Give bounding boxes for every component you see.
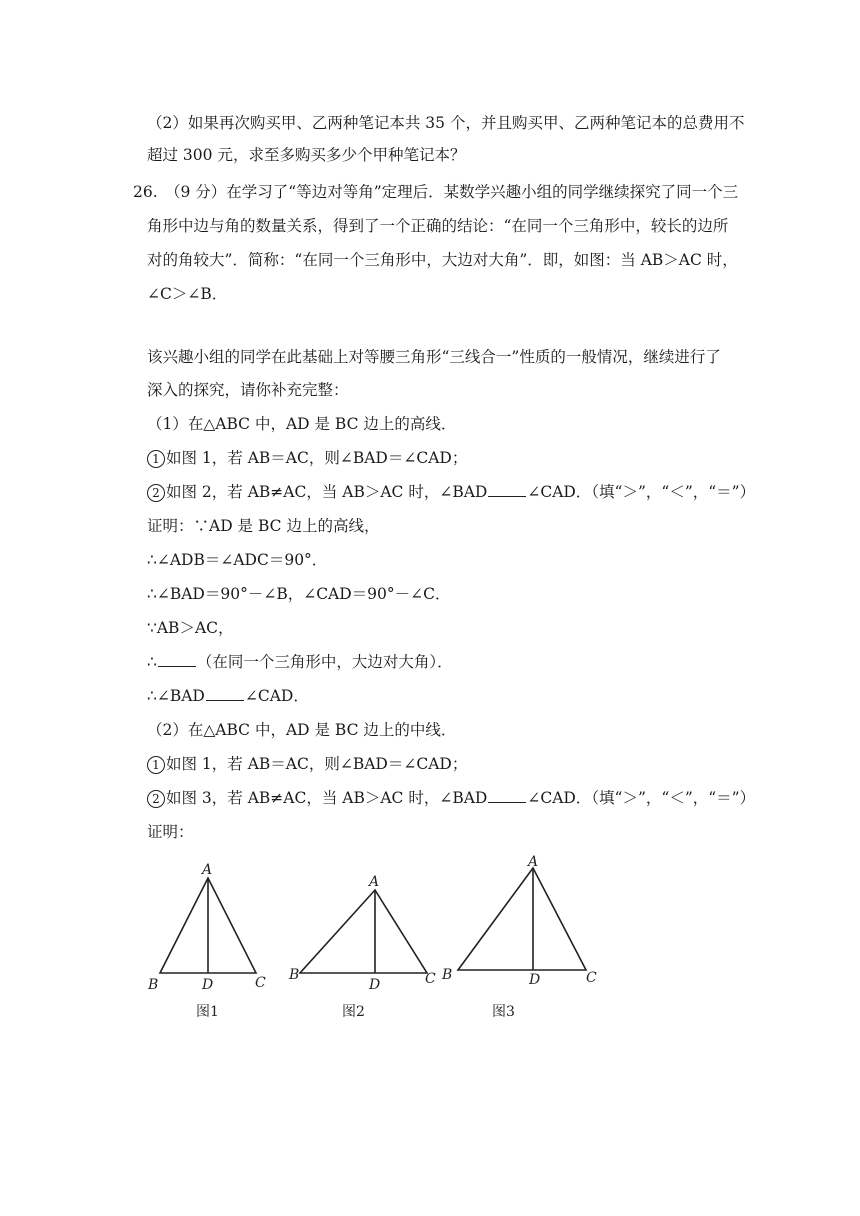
- p1-item2-text-a: 如图 2，若 AB≠AC，当 AB＞AC 时，∠BAD: [166, 483, 488, 501]
- figure3-label-a: A: [528, 854, 539, 870]
- part2-heading: （2）在△ABC 中，AD 是 BC 边上的中线．: [147, 721, 457, 739]
- p2-item2-text-b: ∠CAD．（填“＞”，“＜”，“＝”）: [527, 789, 756, 807]
- answer-blank[interactable]: [488, 482, 526, 497]
- question-number: 26.: [133, 183, 158, 201]
- answer-blank[interactable]: [158, 652, 196, 667]
- figure1-caption: 图1: [196, 1004, 219, 1020]
- answer-blank[interactable]: [206, 686, 244, 701]
- figure3-triangle: [458, 868, 586, 970]
- circled-number-1: 1: [147, 756, 165, 774]
- proof2-label: 证明：: [147, 823, 194, 841]
- figure1-label-b: B: [148, 977, 159, 993]
- figure3-caption: 图3: [492, 1004, 515, 1020]
- figure1-label-d: D: [202, 977, 214, 993]
- figure2-triangle: [300, 890, 427, 973]
- q26-intro-line4: ∠C＞∠B．: [147, 285, 228, 303]
- figure2-label-b: B: [289, 967, 300, 983]
- q25-part2-line1: （2）如果再次购买甲、乙两种笔记本共 35 个，并且购买甲、乙两种笔记本的总费用不: [147, 114, 745, 132]
- proof-step-1: ∴∠ADB＝∠ADC＝90°．: [147, 551, 328, 569]
- figure3-label-b: B: [442, 967, 453, 983]
- figure2-label-a: A: [369, 874, 380, 890]
- proof-step-4-b: （在同一个三角形中，大边对大角）．: [196, 653, 453, 671]
- proof-step-5-b: ∠CAD．: [244, 687, 309, 705]
- circled-number-1: 1: [147, 450, 165, 468]
- proof-label: 证明：∵AD 是 BC 边上的高线，: [147, 517, 380, 535]
- proof-step-5: [147, 686, 309, 706]
- part1-heading: （1）在△ABC 中，AD 是 BC 边上的高线．: [147, 415, 457, 433]
- circled-number-2: 2: [147, 790, 165, 808]
- q25-part2-line2: 超过 300 元，求至多购买多少个甲种笔记本？: [147, 146, 466, 164]
- figure3-label-c: C: [586, 970, 597, 986]
- q26-intro-line3: 对的角较大”．简称：“在同一个三角形中，大边对大角”．即，如图：当 AB＞AC 时，: [147, 251, 738, 269]
- proof-step-4: [147, 652, 453, 672]
- figure3-label-d: D: [529, 972, 541, 988]
- p1-item1: [147, 448, 467, 468]
- p1-item1-text: 如图 1，若 AB＝AC，则∠BAD＝∠CAD；: [166, 449, 468, 467]
- explore-line1: 该兴趣小组的同学在此基础上对等腰三角形“三线合一”性质的一般情况，继续进行了: [147, 348, 721, 366]
- proof-step-3: ∵AB＞AC，: [147, 619, 234, 637]
- answer-blank[interactable]: [488, 788, 526, 803]
- proof-step-5-a: ∴∠BAD: [147, 687, 205, 705]
- proof-step-2: ∴∠BAD＝90°－∠B，∠CAD＝90°－∠C．: [147, 585, 451, 603]
- p2-item2-text-a: 如图 3，若 AB≠AC，当 AB＞AC 时，∠BAD: [166, 789, 488, 807]
- explore-line2: 深入的探究，请你补充完整：: [147, 381, 349, 399]
- figure1-label-c: C: [255, 975, 266, 991]
- p1-item2: [147, 482, 755, 502]
- geometry-figures: [140, 850, 610, 1025]
- proof-step-4-a: ∴: [147, 653, 157, 671]
- p2-item1: [147, 754, 467, 774]
- figure1-label-a: A: [202, 862, 213, 878]
- p2-item2: [147, 788, 755, 808]
- figure2-caption: 图2: [342, 1004, 365, 1020]
- circled-number-2: 2: [147, 484, 165, 502]
- p1-item2-text-b: ∠CAD．（填“＞”，“＜”，“＝”）: [527, 483, 756, 501]
- figure2-label-d: D: [369, 977, 381, 993]
- q26-intro-line2: 角形中边与角的数量关系，得到了一个正确的结论：“在同一个三角形中，较长的边所: [147, 217, 729, 235]
- q26-intro-line1: （9 分）在学习了“等边对等角”定理后．某数学兴趣小组的同学继续探究了同一个三: [165, 183, 739, 201]
- p2-item1-text: 如图 1，若 AB＝AC，则∠BAD＝∠CAD；: [166, 755, 468, 773]
- figure2-label-c: C: [425, 971, 436, 987]
